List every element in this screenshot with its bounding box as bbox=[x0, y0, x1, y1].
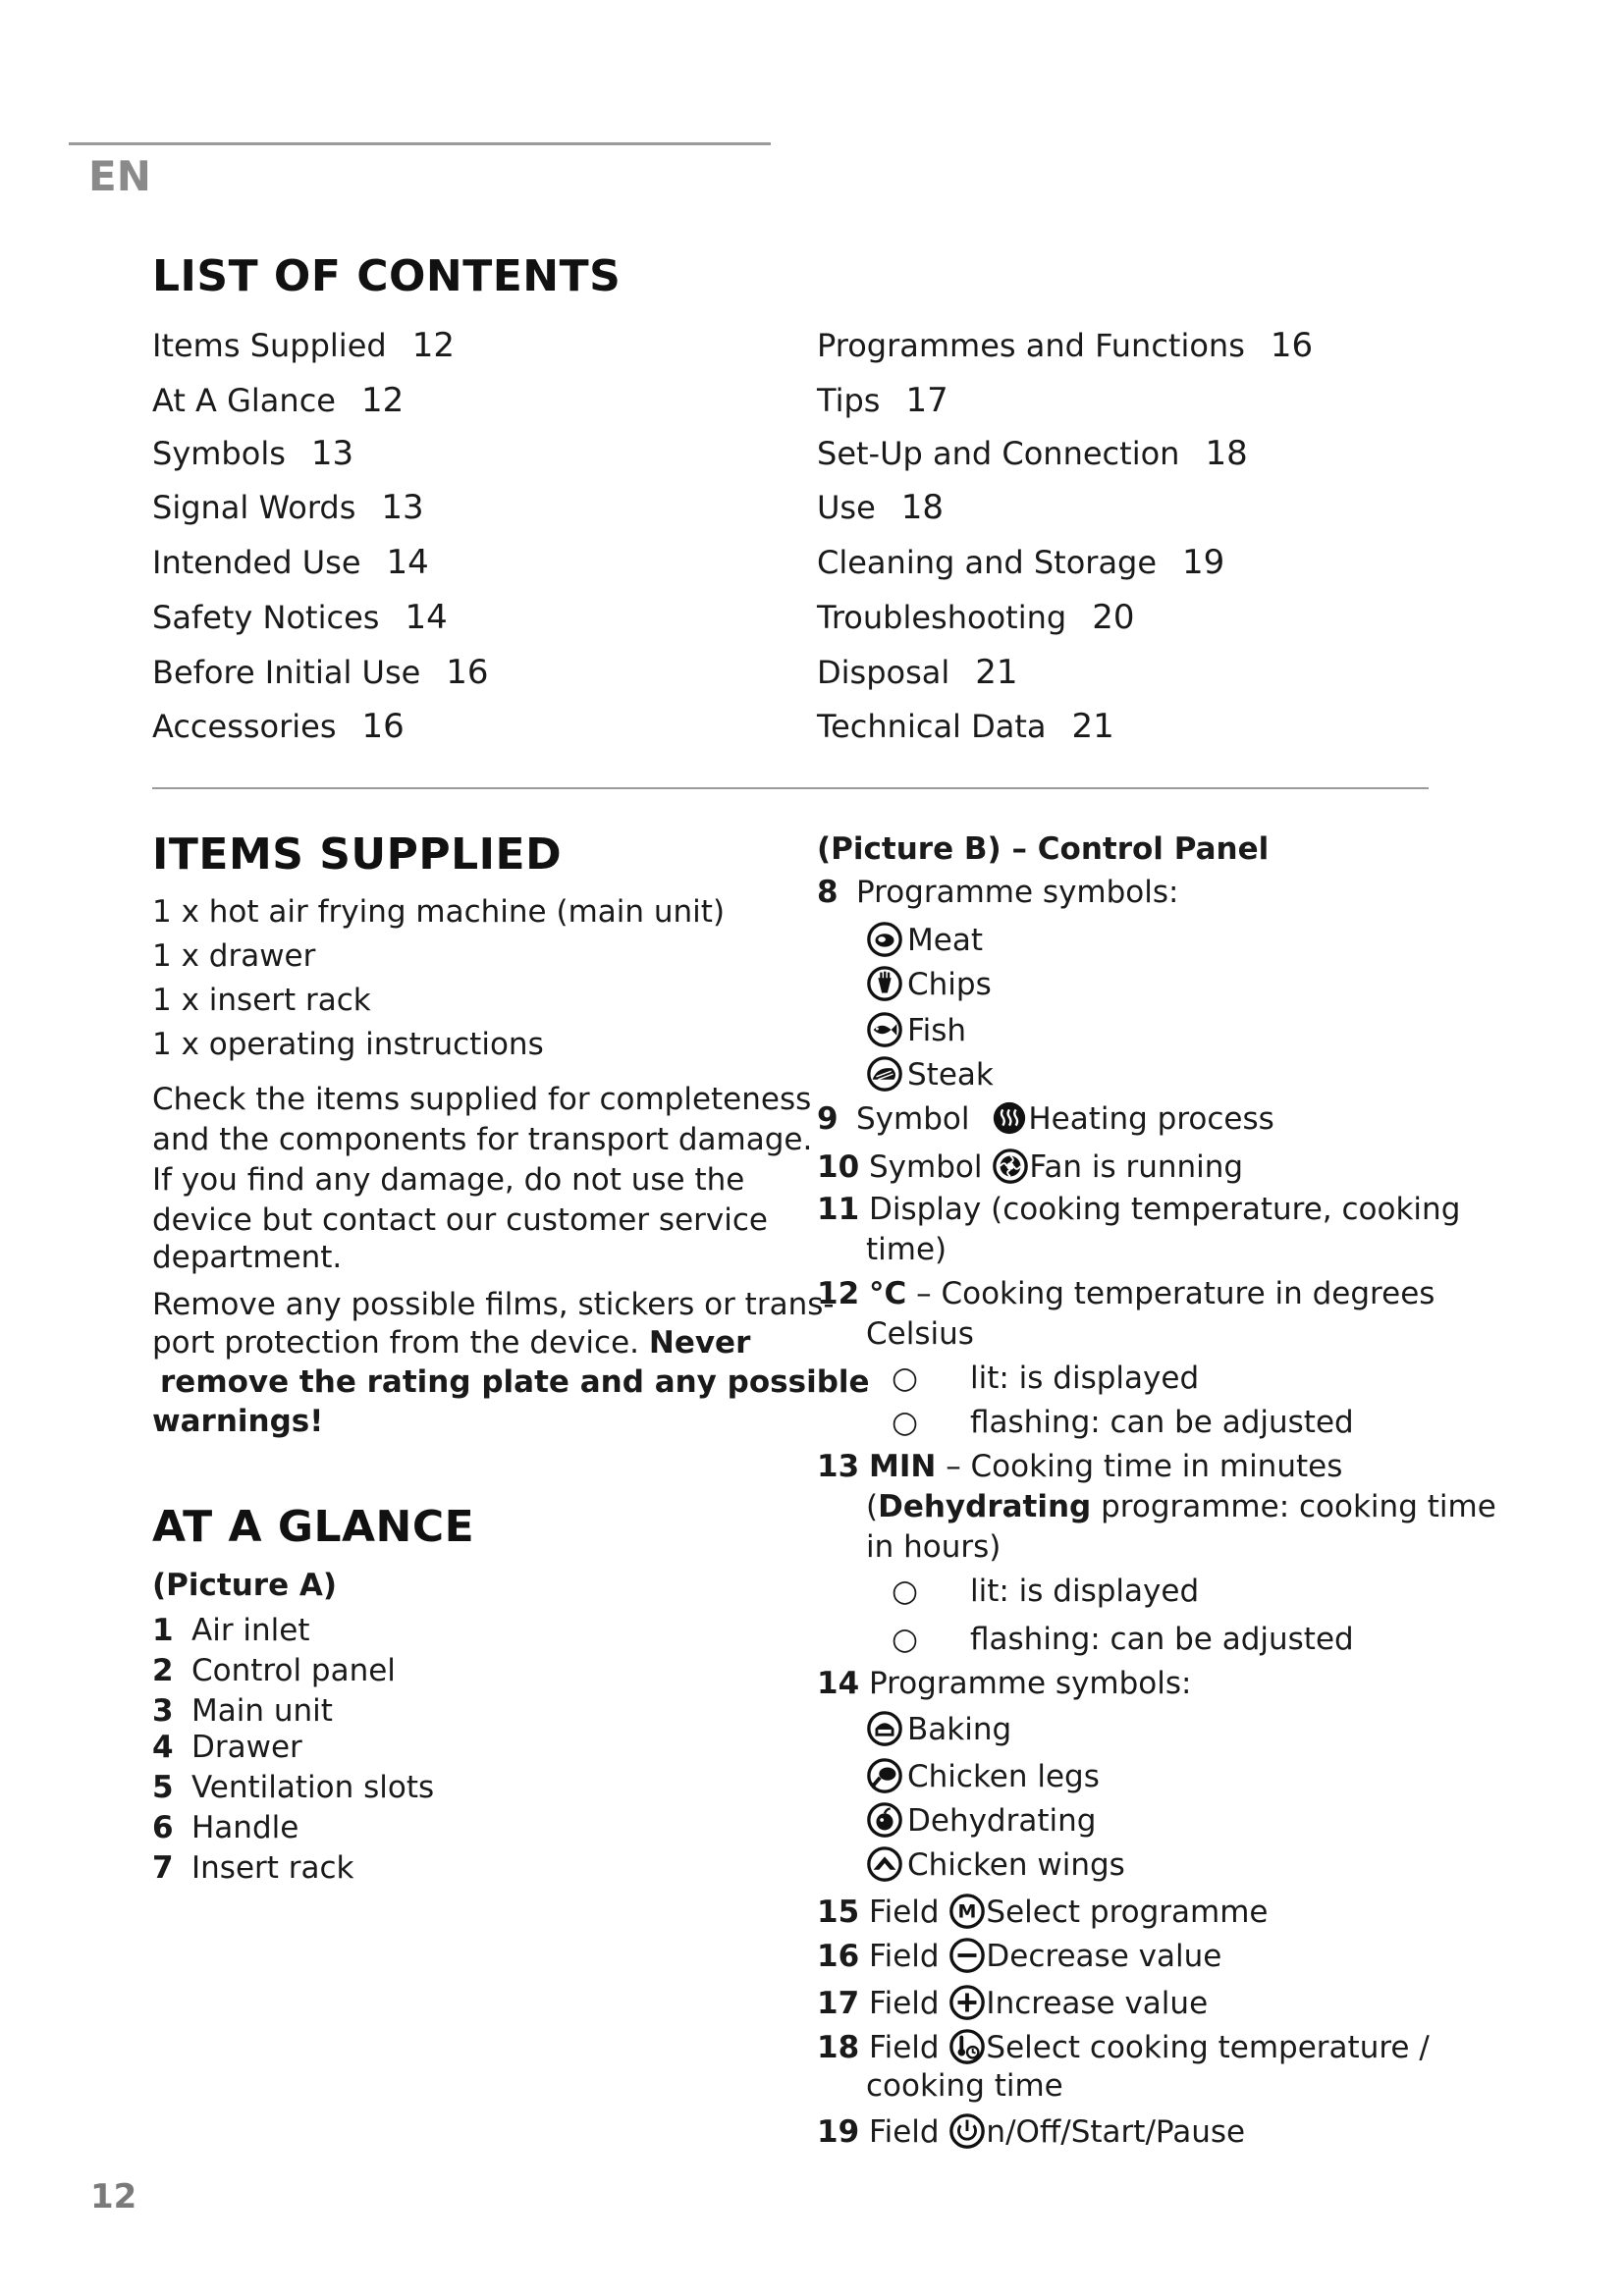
item-description-cont: cooking time bbox=[866, 2068, 1063, 2104]
toc-entry-page: 16 bbox=[446, 653, 489, 692]
unit-label: °C bbox=[869, 1276, 907, 1311]
bullet-item bbox=[892, 1622, 1354, 1657]
bullet-text: lit: is displayed bbox=[970, 1361, 1200, 1396]
page-number: 12 bbox=[90, 2177, 137, 2216]
item-number: 7 bbox=[152, 1850, 174, 1886]
item-label: Air inlet bbox=[191, 1613, 310, 1648]
meat-icon bbox=[866, 921, 903, 958]
paragraph-line: department. bbox=[152, 1240, 343, 1275]
toc-entry-page: 18 bbox=[1205, 434, 1248, 473]
paragraph-line bbox=[152, 1325, 750, 1361]
list-item bbox=[152, 1810, 298, 1845]
toc-entry-page: 14 bbox=[405, 598, 448, 637]
header-rule bbox=[69, 142, 771, 145]
toc-entry-label: Cleaning and Storage bbox=[817, 544, 1158, 581]
item-label: Field bbox=[869, 2114, 940, 2150]
fish-icon bbox=[866, 1011, 903, 1048]
toc-entry[interactable] bbox=[817, 326, 1313, 365]
toc-entry-page: 17 bbox=[905, 381, 948, 420]
toc-entry[interactable] bbox=[817, 381, 948, 420]
paragraph-line: device but contact our customer service bbox=[152, 1202, 768, 1238]
programme-item bbox=[866, 1757, 1100, 1794]
toc-entry-label: Set-Up and Connection bbox=[817, 435, 1180, 472]
list-item: 1 x operating instructions bbox=[152, 1027, 544, 1062]
item-label: Symbol bbox=[856, 1101, 970, 1137]
paren: ( bbox=[866, 1489, 879, 1524]
thermometer-clock-icon[interactable] bbox=[948, 2028, 986, 2065]
minus-icon[interactable] bbox=[948, 1937, 986, 1974]
item-number: 18 bbox=[817, 2030, 860, 2065]
warning-text: warnings! bbox=[152, 1404, 324, 1439]
toc-entry-label: Use bbox=[817, 489, 876, 526]
item-description: Increase value bbox=[986, 1986, 1209, 2021]
toc-entry[interactable] bbox=[152, 707, 405, 746]
chips-icon bbox=[866, 965, 903, 1002]
item-label: Symbol bbox=[869, 1149, 983, 1185]
item-number: 5 bbox=[152, 1770, 174, 1805]
chicken-legs-icon bbox=[866, 1757, 903, 1794]
list-item bbox=[817, 1276, 1435, 1311]
item-number: 3 bbox=[152, 1693, 174, 1729]
toc-entry[interactable] bbox=[152, 653, 489, 692]
list-item bbox=[817, 1148, 1243, 1185]
heating-icon bbox=[991, 1099, 1028, 1137]
item-description: – Cooking time in minutes bbox=[946, 1449, 1343, 1484]
programme-item bbox=[866, 1710, 1011, 1747]
power-icon[interactable] bbox=[948, 2112, 986, 2150]
list-item bbox=[817, 1666, 1191, 1701]
unit-label: MIN bbox=[869, 1449, 937, 1484]
programme-label: Meat bbox=[907, 923, 983, 958]
field-item bbox=[817, 1984, 1208, 2021]
toc-entry-label: Safety Notices bbox=[152, 599, 380, 636]
bullet-text: lit: is displayed bbox=[970, 1574, 1200, 1609]
toc-entry-label: Items Supplied bbox=[152, 327, 387, 364]
item-label: Drawer bbox=[191, 1730, 302, 1765]
programme-item bbox=[866, 1011, 966, 1048]
toc-entry[interactable] bbox=[152, 488, 424, 527]
item-number: 8 bbox=[817, 875, 839, 910]
programme-item bbox=[866, 921, 983, 958]
item-number: 12 bbox=[817, 1276, 860, 1311]
programme-label: Chicken legs bbox=[907, 1759, 1100, 1794]
toc-entry[interactable] bbox=[152, 434, 353, 473]
item-description-cont: time) bbox=[866, 1232, 947, 1267]
list-item bbox=[152, 1770, 434, 1805]
item-description: – Cooking temperature in degrees bbox=[916, 1276, 1435, 1311]
list-item bbox=[152, 1613, 310, 1648]
field-item bbox=[817, 2028, 1430, 2065]
toc-entry-label: Troubleshooting bbox=[817, 599, 1067, 636]
field-item bbox=[817, 2112, 1245, 2150]
toc-entry-page: 16 bbox=[361, 707, 405, 746]
list-item: 1 x drawer bbox=[152, 938, 316, 974]
fan-icon bbox=[992, 1148, 1029, 1185]
at-a-glance-title: AT A GLANCE bbox=[152, 1502, 475, 1552]
list-item bbox=[817, 875, 1178, 910]
section-divider bbox=[152, 787, 1429, 789]
item-number: 17 bbox=[817, 1986, 860, 2021]
toc-entry-label: Programmes and Functions bbox=[817, 327, 1245, 364]
toc-entry-page: 19 bbox=[1182, 543, 1225, 582]
steak-icon bbox=[866, 1055, 903, 1093]
toc-entry-page: 13 bbox=[310, 434, 354, 473]
programme-label: Baking bbox=[907, 1712, 1012, 1747]
list-item bbox=[152, 1730, 302, 1765]
programme-item bbox=[866, 1801, 1096, 1839]
toc-entry-page: 14 bbox=[386, 543, 429, 582]
toc-entry-label: Tips bbox=[817, 382, 881, 419]
list-item bbox=[817, 1099, 1274, 1137]
programme-label: Chips bbox=[907, 967, 992, 1002]
item-label: Ventilation slots bbox=[191, 1770, 435, 1805]
item-description-cont: Celsius bbox=[866, 1316, 974, 1352]
warning-text: Never bbox=[648, 1325, 751, 1361]
toc-title: LIST OF CONTENTS bbox=[152, 251, 622, 301]
programme-item bbox=[866, 1055, 994, 1093]
toc-entry[interactable] bbox=[152, 598, 448, 637]
item-description: Fan is running bbox=[1029, 1149, 1244, 1185]
item-description: Display (cooking temperature, cooking bbox=[869, 1192, 1461, 1227]
item-number: 16 bbox=[817, 1939, 860, 1974]
language-label: EN bbox=[88, 152, 151, 200]
toc-entry[interactable] bbox=[152, 543, 429, 582]
list-item: 1 x hot air frying machine (main unit) bbox=[152, 894, 726, 930]
toc-entry-page: 20 bbox=[1092, 598, 1135, 637]
programme-item bbox=[866, 1845, 1125, 1883]
toc-entry[interactable] bbox=[817, 543, 1224, 582]
toc-entry[interactable] bbox=[152, 326, 455, 365]
item-label: Field bbox=[869, 1986, 940, 2021]
list-item bbox=[152, 1653, 396, 1688]
item-number: 6 bbox=[152, 1810, 174, 1845]
bullet-icon: ○ bbox=[892, 1361, 919, 1396]
toc-entry-page: 12 bbox=[411, 326, 455, 365]
programme-label: Dehydrating bbox=[907, 1803, 1097, 1839]
list-item bbox=[152, 1850, 354, 1886]
toc-entry-page: 12 bbox=[360, 381, 405, 420]
toc-entry-page: 18 bbox=[900, 488, 945, 527]
item-number: 15 bbox=[817, 1895, 860, 1930]
paragraph-line: Check the items supplied for completeness bbox=[152, 1082, 812, 1117]
item-label: Control panel bbox=[191, 1653, 396, 1688]
item-number: 10 bbox=[817, 1149, 860, 1185]
picture-b-label: (Picture B) – Control Panel bbox=[817, 831, 1270, 867]
bullet-item bbox=[892, 1361, 1199, 1396]
toc-entry-label: Signal Words bbox=[152, 489, 356, 526]
toc-entry[interactable] bbox=[817, 598, 1134, 637]
item-label: Programme symbols: bbox=[869, 1666, 1192, 1701]
item-description: Select cooking temperature / bbox=[986, 2030, 1430, 2065]
item-description-cont bbox=[866, 1489, 1496, 1524]
chicken-wings-icon bbox=[866, 1845, 903, 1883]
toc-entry[interactable] bbox=[817, 707, 1114, 746]
field-item bbox=[817, 1937, 1221, 1974]
svg-text:M: M bbox=[957, 1900, 977, 1923]
baking-icon bbox=[866, 1710, 903, 1747]
item-label: Handle bbox=[191, 1810, 299, 1845]
item-label: Field bbox=[869, 1939, 940, 1974]
item-description: programme: cooking time bbox=[1101, 1489, 1496, 1524]
item-label: Insert rack bbox=[191, 1850, 354, 1886]
bullet-icon: ○ bbox=[892, 1574, 919, 1609]
toc-entry-label: Before Initial Use bbox=[152, 654, 421, 691]
toc-entry-page: 13 bbox=[381, 488, 424, 527]
bullet-text: flashing: can be adjusted bbox=[970, 1622, 1354, 1657]
toc-entry-label: Symbols bbox=[152, 435, 286, 472]
picture-a-label: (Picture A) bbox=[152, 1568, 338, 1603]
toc-entry-page: 16 bbox=[1270, 326, 1314, 365]
toc-entry[interactable] bbox=[817, 488, 944, 527]
item-description: Decrease value bbox=[986, 1939, 1222, 1974]
item-label: Main unit bbox=[191, 1693, 333, 1729]
programme-label: Steak bbox=[907, 1057, 994, 1093]
toc-entry-label: Intended Use bbox=[152, 544, 361, 581]
toc-entry[interactable] bbox=[817, 653, 1018, 692]
item-number: 4 bbox=[152, 1730, 174, 1765]
bullet-icon: ○ bbox=[892, 1622, 919, 1657]
item-number: 14 bbox=[817, 1666, 860, 1701]
item-label: Programme symbols: bbox=[856, 875, 1179, 910]
programme-label: Fish bbox=[907, 1013, 966, 1048]
bullet-item bbox=[892, 1405, 1354, 1440]
toc-entry[interactable] bbox=[152, 381, 404, 420]
item-number: 11 bbox=[817, 1192, 860, 1227]
toc-entry[interactable] bbox=[817, 434, 1248, 473]
list-item bbox=[817, 1449, 1342, 1484]
dehydrating-icon bbox=[866, 1801, 903, 1839]
toc-entry-label: Accessories bbox=[152, 708, 337, 745]
toc-entry-label: At A Glance bbox=[152, 382, 336, 419]
warning-text: remove the rating plate and any possible bbox=[160, 1364, 870, 1400]
menu-button-icon[interactable] bbox=[948, 1893, 986, 1930]
item-number: 19 bbox=[817, 2114, 860, 2150]
programme-item bbox=[866, 965, 992, 1002]
paragraph-line: Remove any possible films, stickers or trans- bbox=[152, 1287, 835, 1322]
item-description: n/Off/Start/Pause bbox=[986, 2114, 1246, 2150]
item-number: 9 bbox=[817, 1101, 839, 1137]
item-description: Heating process bbox=[1028, 1101, 1274, 1137]
items-supplied-title: ITEMS SUPPLIED bbox=[152, 829, 563, 880]
item-label: Field bbox=[869, 1895, 940, 1930]
programme-name: Dehydrating bbox=[878, 1489, 1092, 1524]
list-item: 1 x insert rack bbox=[152, 983, 371, 1018]
item-description-cont: in hours) bbox=[866, 1529, 1001, 1565]
item-number: 13 bbox=[817, 1449, 860, 1484]
plus-icon[interactable] bbox=[948, 1984, 986, 2021]
field-item bbox=[817, 1893, 1269, 1930]
bullet-text: flashing: can be adjusted bbox=[970, 1405, 1354, 1440]
list-item bbox=[152, 1693, 333, 1729]
item-number: 2 bbox=[152, 1653, 174, 1688]
item-description: Select programme bbox=[986, 1895, 1269, 1930]
toc-entry-label: Disposal bbox=[817, 654, 950, 691]
item-label: Field bbox=[869, 2030, 940, 2065]
list-item bbox=[817, 1192, 1460, 1227]
paragraph-line: If you find any damage, do not use the bbox=[152, 1162, 745, 1198]
toc-entry-page: 21 bbox=[1071, 707, 1114, 746]
paragraph-line: and the components for transport damage. bbox=[152, 1122, 813, 1157]
bullet-icon: ○ bbox=[892, 1405, 919, 1440]
programme-label: Chicken wings bbox=[907, 1847, 1125, 1883]
item-number: 1 bbox=[152, 1613, 174, 1648]
toc-entry-page: 21 bbox=[975, 653, 1018, 692]
bullet-item bbox=[892, 1574, 1199, 1609]
paragraph-text: port protection from the device. bbox=[152, 1325, 640, 1361]
toc-entry-label: Technical Data bbox=[817, 708, 1047, 745]
